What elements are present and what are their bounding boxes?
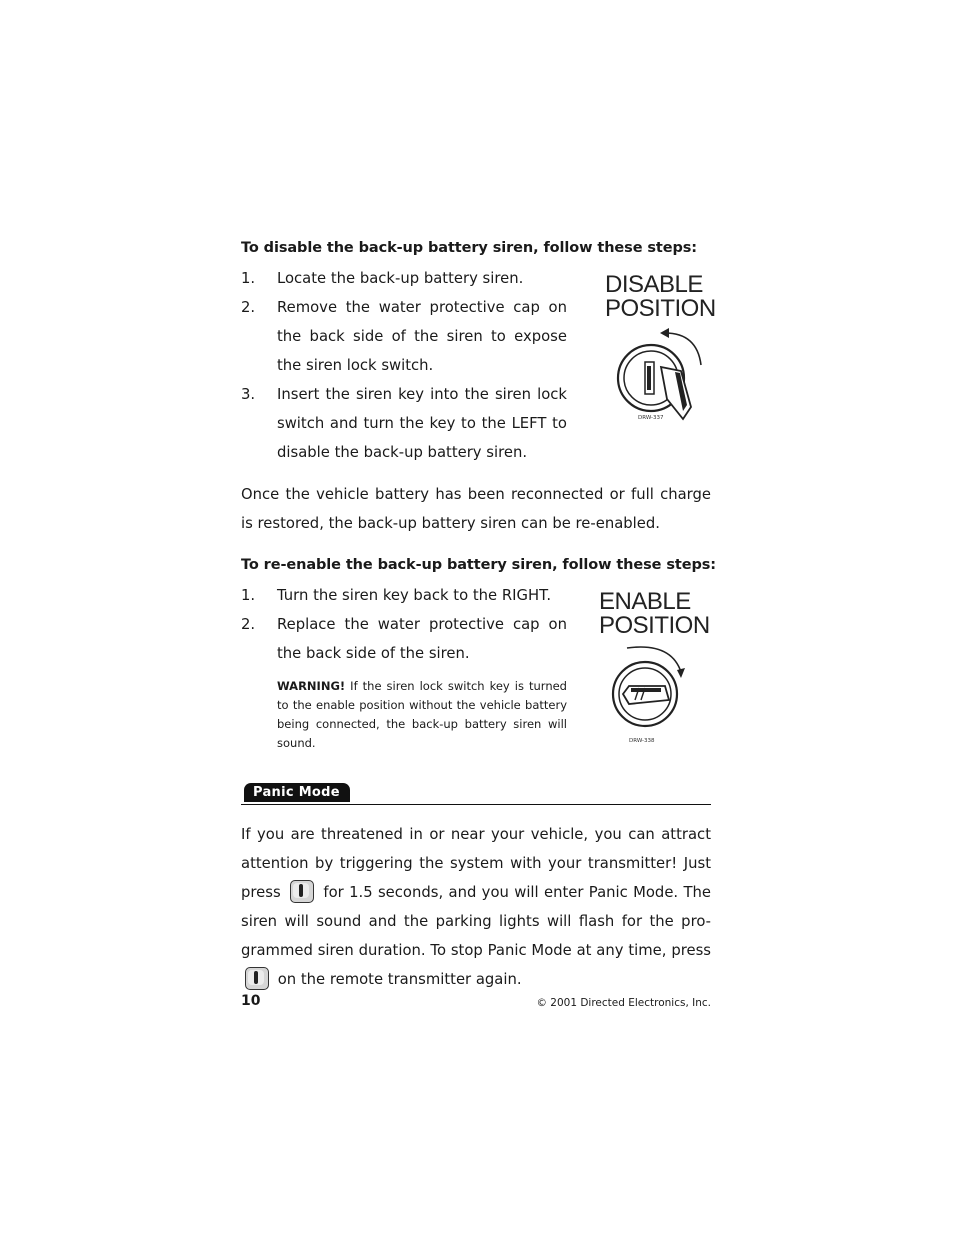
disable-figure-title-line2: POSITION <box>605 295 716 322</box>
step-number: 1. <box>241 587 256 604</box>
warning-note <box>277 677 567 753</box>
disable-step-3 <box>241 380 567 467</box>
step-text: Turn the siren key back to the RIGHT. <box>277 587 552 604</box>
step-text: Locate the back-up battery siren. <box>277 270 524 287</box>
reconnect-paragraph: Once the vehicle battery has been reconnected or full charge is restored, the back-up battery siren can be re-enabled. <box>241 486 711 532</box>
siren-lock-disable-icon <box>605 325 715 425</box>
step-number: 3. <box>241 386 256 403</box>
enable-figure-title-line2: POSITION <box>599 612 710 639</box>
enable-position-figure <box>599 590 709 750</box>
transmitter-button-icon <box>290 880 314 903</box>
panic-text-part2: for 1.5 seconds, and you will enter Panic Mode. The siren will sound and the parking lights will flash for the pro-grammed siren duration. To stop Panic Mode at any time, press <box>241 884 711 959</box>
disable-heading: To disable the back-up battery siren, follow these steps: <box>241 240 697 256</box>
step-text: Replace the water protective cap on the back side of the siren. <box>277 616 567 662</box>
warning-text: If the siren lock switch key is turned to the enable position without the vehicle battery being connected, the back-up battery siren will sound. <box>277 679 567 750</box>
enable-step-1 <box>241 581 567 610</box>
disable-position-figure <box>605 273 715 428</box>
enable-heading: To re-enable the back-up battery siren, follow these steps: <box>241 557 716 573</box>
disable-steps-list <box>241 264 567 467</box>
step-number: 1. <box>241 270 256 287</box>
manual-page <box>241 0 716 1235</box>
step-number: 2. <box>241 616 256 633</box>
panic-text-part1: If you are threatened in or near your vehicle, you can attract attention by triggering the system with your transmitter! Just press <box>241 826 711 901</box>
disable-figure-code: DRW-337 <box>638 415 664 421</box>
disable-step-1 <box>241 264 567 293</box>
disable-figure-title-line1: DISABLE <box>605 271 703 298</box>
panic-mode-tab: Panic Mode <box>244 783 350 802</box>
enable-steps-list <box>241 581 567 668</box>
enable-figure-code: DRW-338 <box>629 738 655 744</box>
panic-text-part3: on the remote transmitter again. <box>277 971 522 988</box>
step-text: Insert the siren key into the siren lock switch and turn the key to the LEFT to disable the back-up battery siren. <box>277 386 567 461</box>
copyright-notice: © 2001 Directed Electronics, Inc. <box>536 997 711 1009</box>
warning-label: WARNING! <box>277 679 346 693</box>
page-number: 10 <box>241 993 261 1009</box>
section-divider <box>241 804 711 805</box>
transmitter-button-icon <box>245 967 269 990</box>
panic-paragraph <box>241 820 711 994</box>
step-number: 2. <box>241 299 256 316</box>
enable-step-2 <box>241 610 567 668</box>
siren-lock-enable-icon <box>599 642 699 742</box>
disable-step-2 <box>241 293 567 380</box>
step-text: Remove the water protective cap on the back side of the siren to expose the siren lock switch. <box>277 299 567 374</box>
enable-figure-title-line1: ENABLE <box>599 588 691 615</box>
